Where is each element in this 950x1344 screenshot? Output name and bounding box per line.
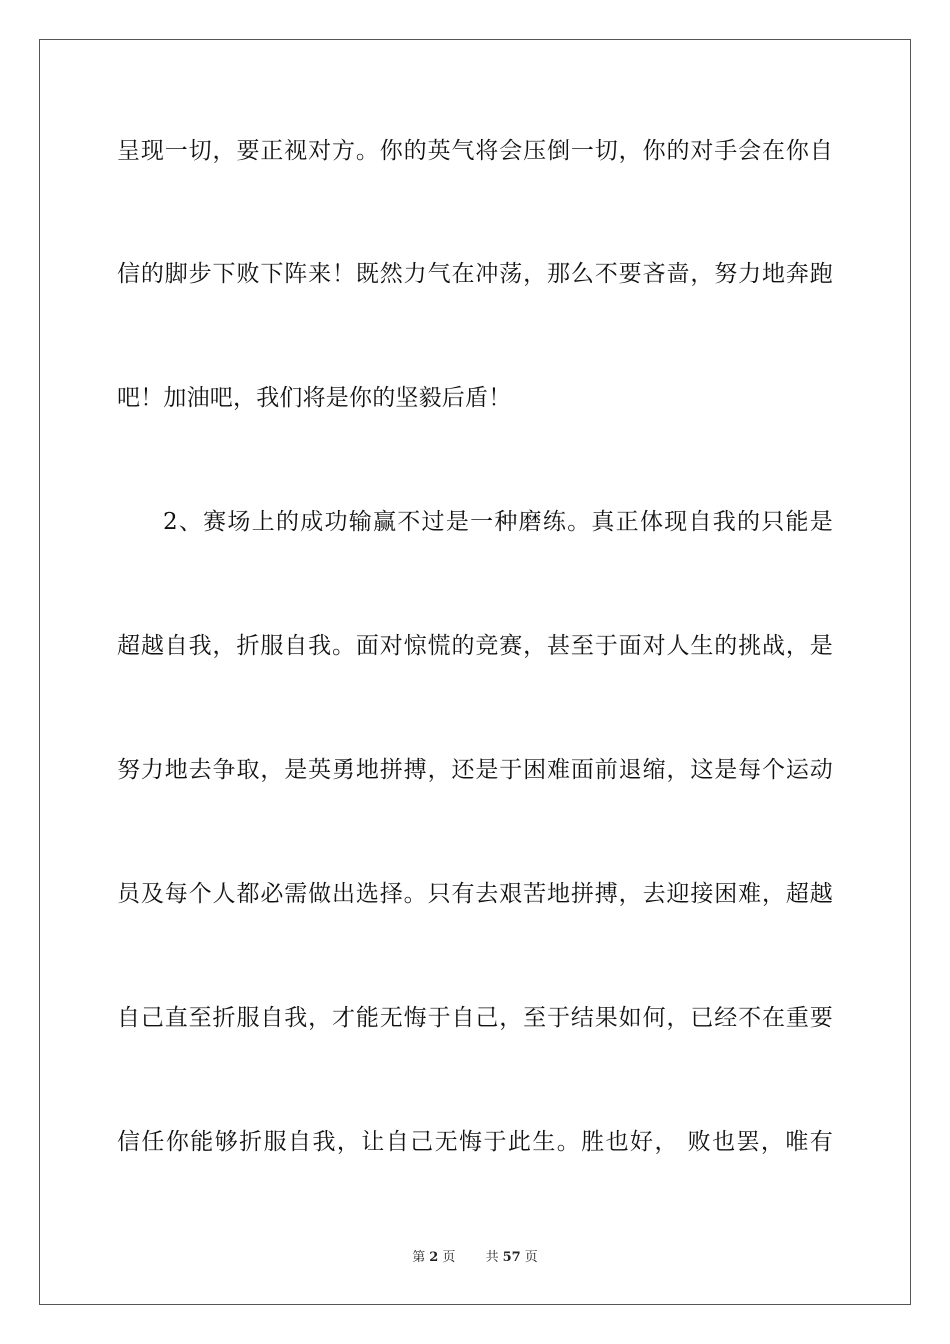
page-suffix: 页 (442, 1250, 456, 1265)
body-text-line: 吧！加油吧，我们将是你的坚毅后盾！ (117, 385, 512, 411)
total-prefix: 共 (485, 1250, 499, 1265)
page-prefix: 第 (412, 1250, 426, 1265)
total-suffix: 页 (524, 1250, 538, 1265)
body-text-line: 努力地去争取，是英勇地拼搏，还是于困难面前退缩，这是每个运动 (117, 757, 833, 783)
body-text-line: 呈现一切，要正视对方。你的英气将会压倒一切，你的对手会在你自 (117, 138, 833, 164)
page-border (39, 39, 911, 1305)
body-text-line: 信的脚步下败下阵来！既然力气在冲荡，那么不要吝啬，努力地奔跑 (117, 261, 833, 287)
page-number: 2 (429, 1250, 439, 1265)
body-text-line: 员及每个人都必需做出选择。只有去艰苦地拼搏，去迎接困难，超越 (117, 881, 833, 907)
page-footer (0, 1246, 950, 1265)
body-text-line: 超越自我，折服自我。面对惊慌的竞赛，甚至于面对人生的挑战，是 (117, 633, 833, 659)
body-text-line: 信任你能够折服自我，让自己无悔于此生。胜也好， 败也罢，唯有 (117, 1129, 833, 1155)
paragraph-start-line: 2、赛场上的成功输赢不过是一种磨练。真正体现自我的只能是 (163, 509, 833, 535)
total-pages: 57 (502, 1250, 521, 1265)
body-text-line: 自己直至折服自我，才能无悔于自己，至于结果如何，已经不在重要 (117, 1005, 833, 1031)
